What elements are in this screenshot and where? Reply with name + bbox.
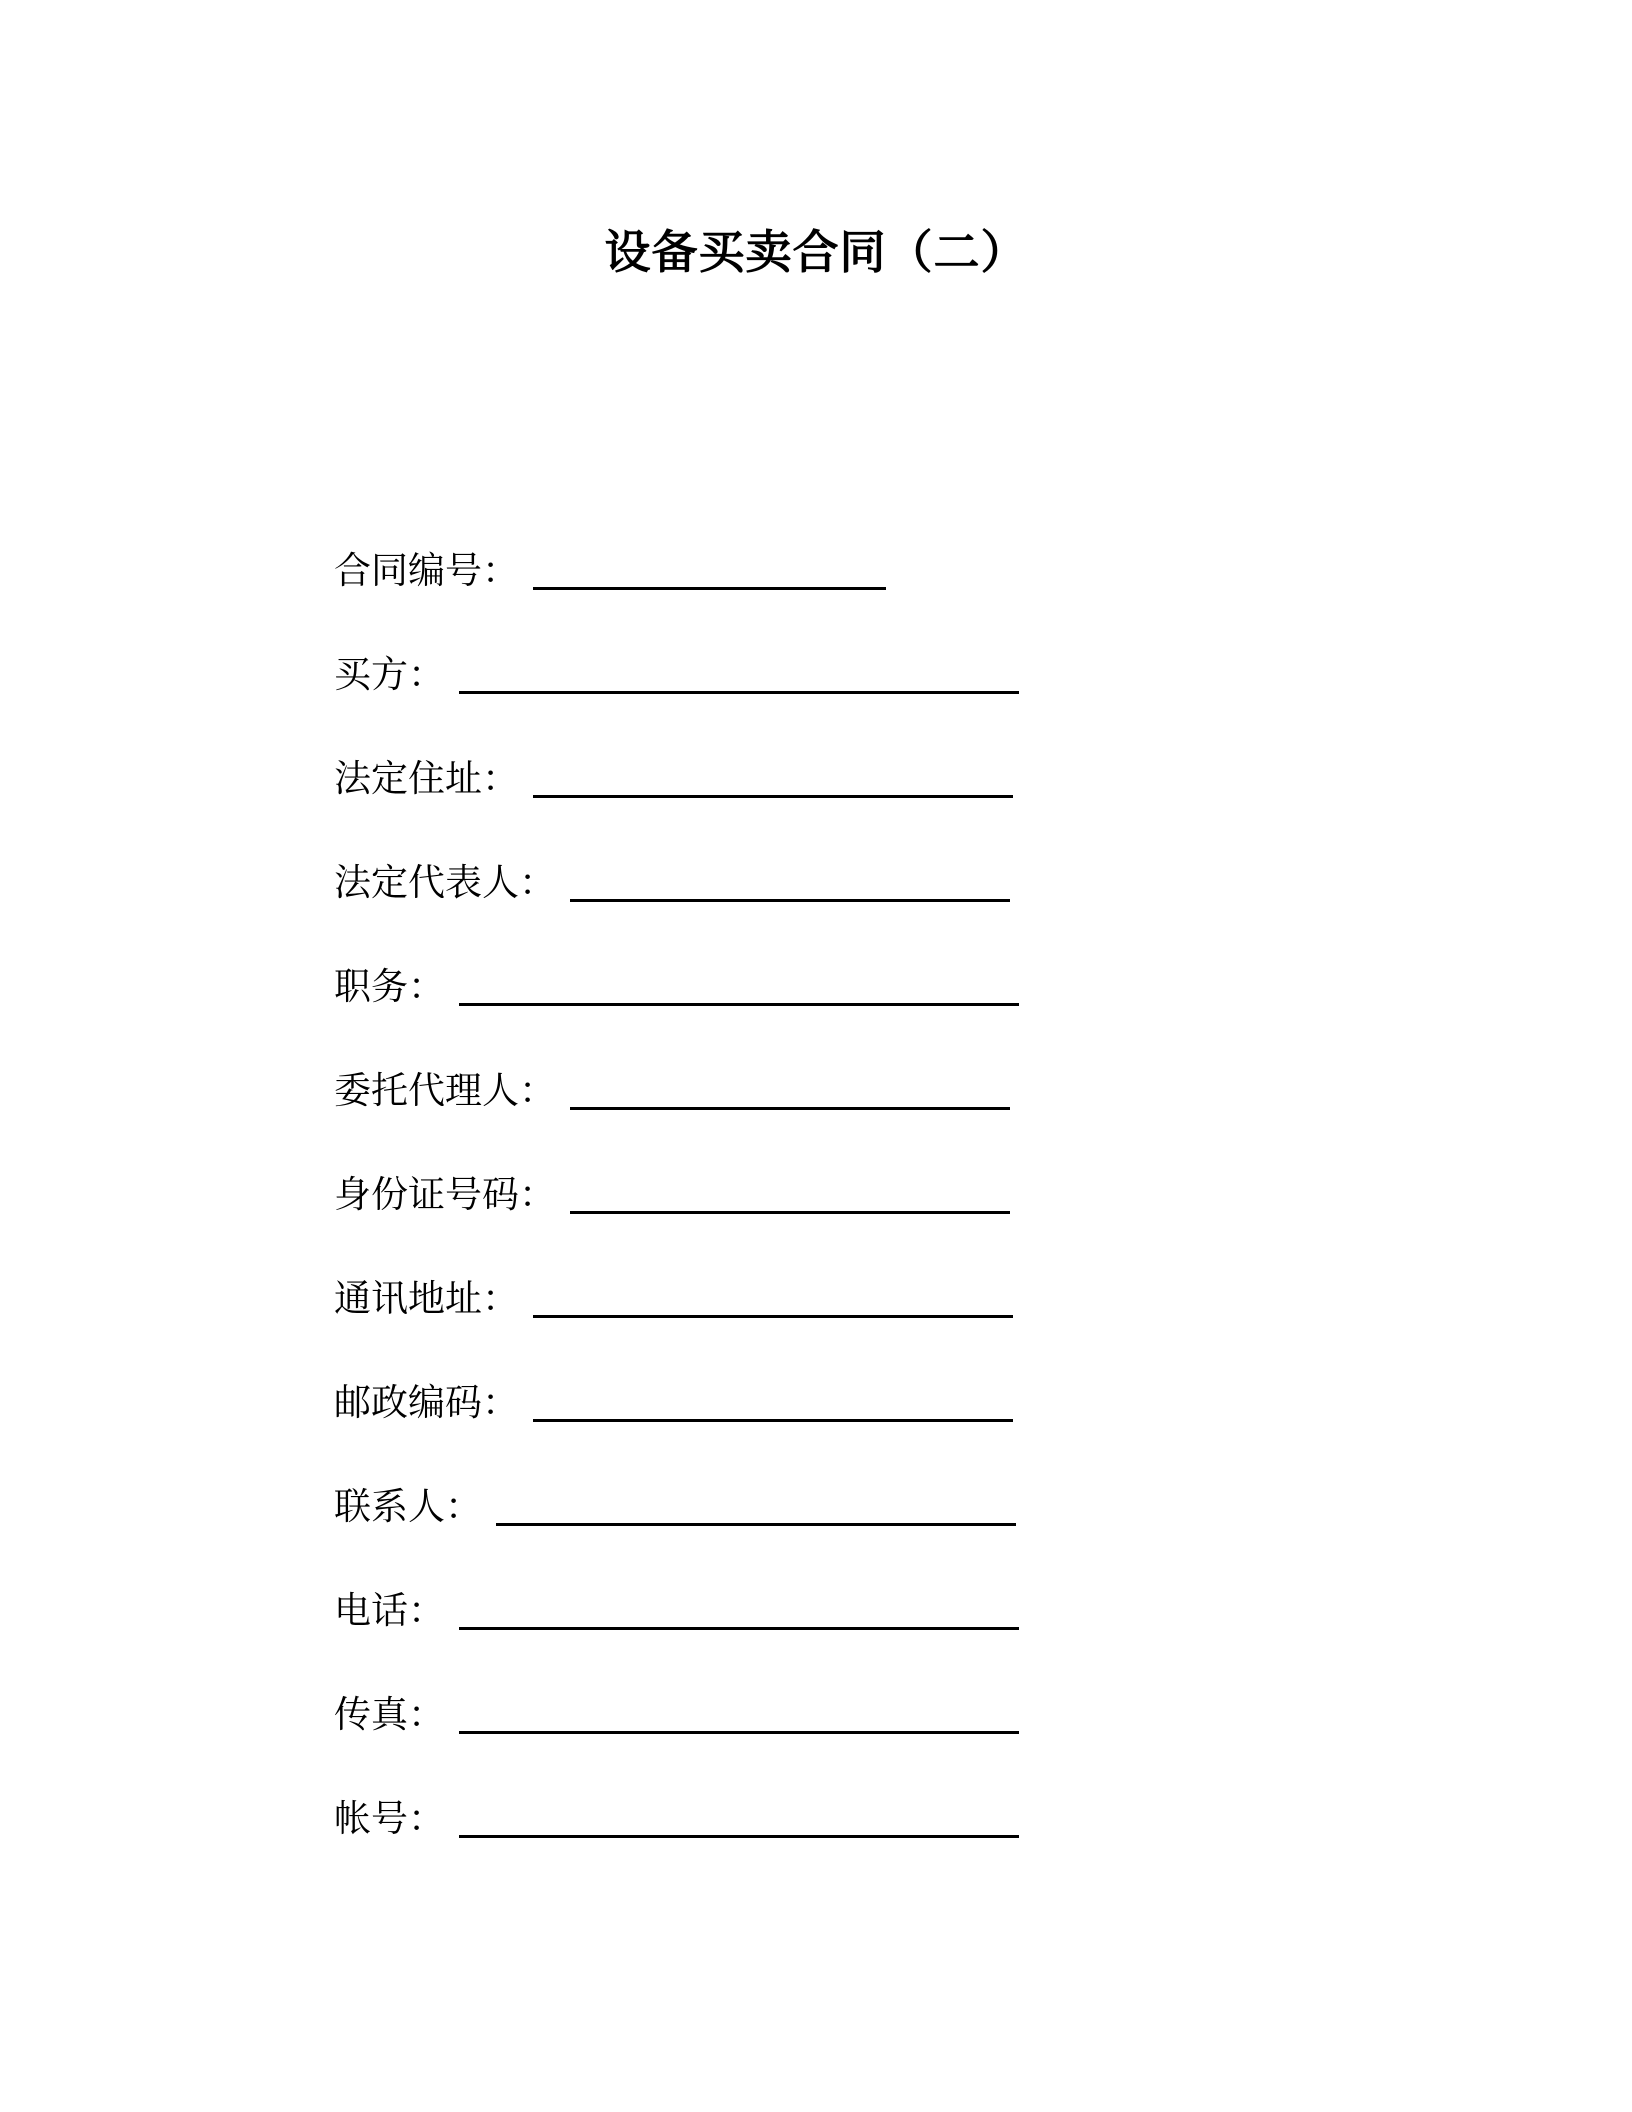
field-blank-authorized-agent[interactable] [570,1107,1010,1110]
field-row-buyer [334,596,1234,700]
field-row-contract-number [334,492,1234,596]
field-row-position [334,908,1234,1012]
field-label-account-number: 帐号： [334,1797,445,1840]
field-blank-contact-person[interactable] [496,1523,1016,1526]
field-blank-postal-code[interactable] [533,1419,1013,1422]
field-row-contact-person [334,1428,1234,1532]
field-label-contract-number: 合同编号： [334,549,519,592]
field-blank-contract-number[interactable] [533,587,886,590]
field-blank-legal-address[interactable] [533,795,1013,798]
party-info-fields [334,492,1234,1844]
field-row-mailing-address [334,1220,1234,1324]
field-label-phone: 电话： [334,1589,445,1632]
field-blank-fax[interactable] [459,1731,1019,1734]
field-row-account-number [334,1740,1234,1844]
field-row-phone [334,1532,1234,1636]
field-row-authorized-agent [334,1012,1234,1116]
field-blank-id-number[interactable] [570,1211,1010,1214]
field-label-legal-address: 法定住址： [334,757,519,800]
field-row-postal-code [334,1324,1234,1428]
field-label-id-number: 身份证号码： [334,1173,556,1216]
field-row-legal-representative [334,804,1234,908]
field-label-authorized-agent: 委托代理人： [334,1069,556,1112]
field-label-contact-person: 联系人： [334,1485,482,1528]
field-label-position: 职务： [334,965,445,1008]
field-blank-mailing-address[interactable] [533,1315,1013,1318]
field-row-legal-address [334,700,1234,804]
field-blank-position[interactable] [459,1003,1019,1006]
field-label-legal-representative: 法定代表人： [334,861,556,904]
field-blank-legal-representative[interactable] [570,899,1010,902]
field-label-mailing-address: 通讯地址： [334,1277,519,1320]
field-label-postal-code: 邮政编码： [334,1381,519,1424]
field-blank-buyer[interactable] [459,691,1019,694]
field-row-id-number [334,1116,1234,1220]
page-title: 设备买卖合同（二） [604,225,1028,279]
field-blank-account-number[interactable] [459,1835,1019,1838]
field-label-buyer: 买方： [334,653,445,696]
field-blank-phone[interactable] [459,1627,1019,1630]
field-label-fax: 传真： [334,1693,445,1736]
field-row-fax [334,1636,1234,1740]
